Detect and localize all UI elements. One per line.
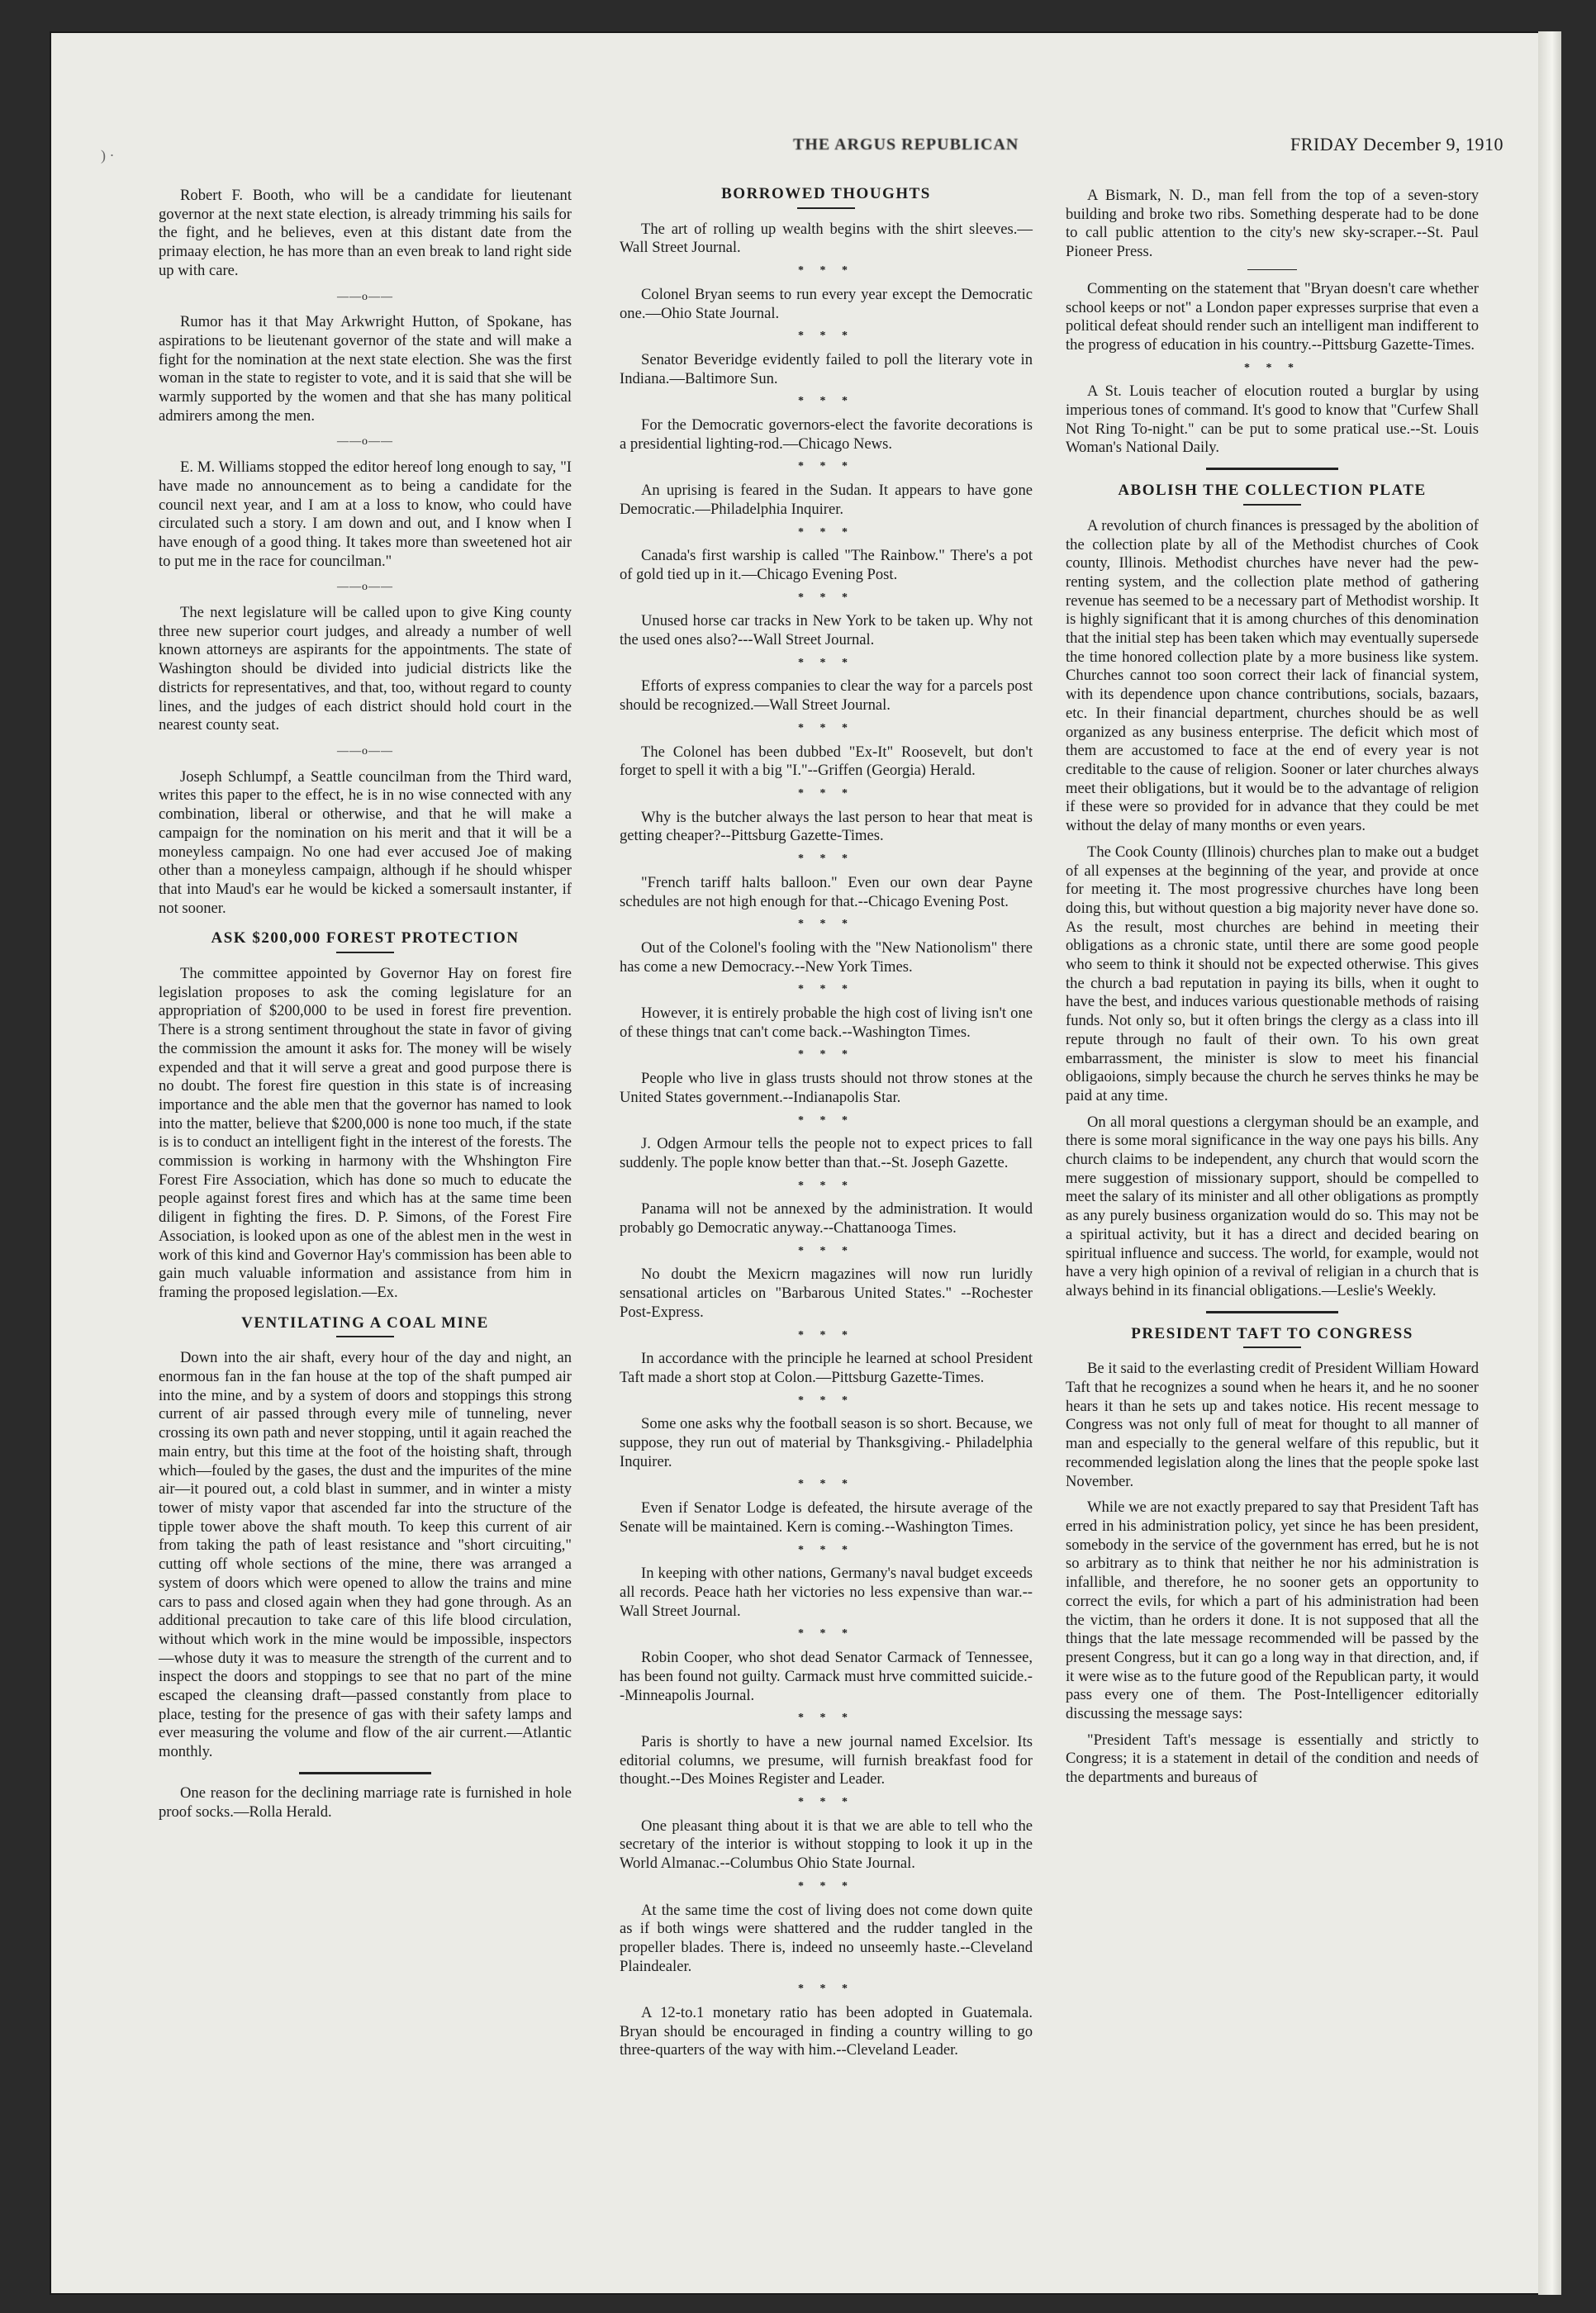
- borrowed-thought-item: Paris is shortly to have a new journal named Excelsior. Its editorial columns, we presume, will furnish breakfast food for thought.--Des Moines Register and Leader.: [620, 1732, 1033, 1788]
- separator: ——o——: [337, 435, 393, 449]
- borrowed-thought-item: Panama will not be annexed by the administration. It would probably go Democratic anyway.--Chattanooga Times.: [620, 1200, 1033, 1237]
- separator: ——o——: [337, 290, 393, 303]
- article-taft-1: Be it said to the everlasting credit of President William Howard Taft that he recognizes a sound when he hears it, and he no sooner hears it than he sets up and takes notice. His recent message to Congress was not only full of meat for thought to all manner of man and especially to the general welfare of this republic, but it recommended legislation along the lines that the people spoke last November.: [1066, 1360, 1479, 1490]
- borrowed-thought-item: People who live in glass trusts should not throw stones at the United States government.--Indianapolis Star.: [620, 1070, 1033, 1106]
- article-bryan-school: Commenting on the statement that "Bryan doesn't care whether school keeps or not" a London paper expresses surprise that even a political defeat should render such an intelligent man indifferent to the progress of education in his country.--Pittsburg Gazette-Times.: [1066, 279, 1479, 354]
- borrowed-thought-item: Colonel Bryan seems to run every year except the Democratic one.—Ohio State Journal.: [620, 285, 1033, 322]
- stars-separator: * * *: [798, 1543, 854, 1556]
- stars-separator: * * *: [798, 721, 854, 734]
- masthead: [0, 97, 1596, 164]
- stars-separator: * * *: [1244, 361, 1300, 374]
- stars-separator: * * *: [798, 1879, 854, 1893]
- article-legislature: The next legislature will be called upon to give King county three new superior court judges, and already a number of well known attorneys are aspirants for the appointments. The state of Washington should be divided into judicial districts like the districts for representatives, and that, too, without regard to county lines, and the judges of each district should hold court in the nearest county seat.: [159, 604, 572, 734]
- borrowed-thought-item: "French tariff halts balloon." Even our own dear Payne schedules are not high enough for that.--Chicago Evening Post.: [620, 873, 1033, 910]
- margin-mark: ) ·: [101, 147, 115, 164]
- section-rule: [1206, 1311, 1338, 1313]
- column-2: [620, 187, 1033, 2068]
- stars-separator: * * *: [798, 591, 854, 604]
- borrowed-thought-item: Why is the butcher always the last person to hear that meat is getting cheaper?--Pittsburg Gazette-Times.: [620, 808, 1033, 845]
- stars-separator: * * *: [798, 1114, 854, 1127]
- borrowed-thought-item: Senator Beveridge evidently failed to poll the literary vote in Indiana.—Baltimore Sun.: [620, 350, 1033, 387]
- section-rule: [1206, 468, 1338, 470]
- borrowed-thought-item: The art of rolling up wealth begins with the shirt sleeves.—Wall Street Journal.: [620, 220, 1033, 257]
- borrowed-thought-item: Some one asks why the football season is so short. Because, we suppose, they run out of material by Thanksgiving.- Philadelphia Inquirer.: [620, 1415, 1033, 1470]
- borrowed-thought-item: For the Democratic governors-elect the favorite decorations is a presidential lighting-rod.—Chicago News.: [620, 416, 1033, 453]
- article-hutton: Rumor has it that May Arkwright Hutton, of Spokane, has aspirations to be lieutenant governor of the state and will make a fight for the nomination at the next state election. She was the first woman in the state to register to vote, and it is said that she will be warmly supported by the women and that she has many political admirers among the men.: [159, 313, 572, 425]
- stars-separator: * * *: [798, 1712, 854, 1725]
- article-collection-plate-2: The Cook County (Illinois) churches plan to make out a budget of all expenses at the beginning of the year, and provide at once for meeting it. The most progressive churches have long been doing this, but without question a big majority never have done so. As the result, most churches are behind in meeting their obligations as a chronic state, until there are some good people who seem to think it should not be expected otherwise. This gives the church a bad reputation in paying its bills, when it ought to have the best, and induces various questionable methods of raising funds. Not only so, but it often brings the clergy as a class into ill repute through no fault of their own. To his own great embarrassment, the minister is slow to meet his financial obligaoions, simply because the church he serves thinks he may be paid at any time.: [1066, 843, 1479, 1104]
- borrowed-thought-item: Out of the Colonel's fooling with the "New Nationolism" there has come a new Democracy.--New York Times.: [620, 938, 1033, 976]
- headline-borrowed-thoughts: BORROWED THOUGHTS: [721, 185, 931, 202]
- borrowed-thought-item: Unused horse car tracks in New York to be taken up. Why not the used ones also?---Wall Street Journal.: [620, 612, 1033, 649]
- headline-rule: [797, 207, 855, 209]
- headline-collection-plate: ABOLISH THE COLLECTION PLATE: [1118, 482, 1427, 500]
- article-booth: Robert F. Booth, who will be a candidate for lieutenant governor at the next state election, is already trimming his sails for the fight, and he believes, even at this distant date from the primaay election, he has more than an even break to land right side up with care.: [159, 187, 572, 279]
- stars-separator: * * *: [798, 1627, 854, 1641]
- article-collection-plate-3: On all moral questions a clergyman should be an example, and there is some moral significance in the way one pays his bills. Any church claims to be independent, any church that would scorn the mere suggestion of missionary support, should be compelled to meet the salary of its minister and all other obligations as promptly as any purely business organization would do so. This may not be a spiritual activity, but it has a direct and decided bearing on spiritual influence and success. The world, for example, would not have a very high opinion of a revival of religian in a church that is always behind in its financial obligations.—Leslie's Weekly.: [1066, 1113, 1479, 1299]
- headline-rule: [336, 952, 394, 953]
- borrowed-thought-item: Efforts of express companies to clear the way for a parcels post should be recognized.—Wall Street Journal.: [620, 677, 1033, 715]
- borrowed-thought-item: Even if Senator Lodge is defeated, the hirsute average of the Senate will be maintained. Kern is coming.--Washington Times.: [620, 1499, 1033, 1536]
- headline-rule: [1243, 504, 1301, 506]
- stars-separator: * * *: [798, 1328, 854, 1342]
- stars-separator: * * *: [798, 264, 854, 278]
- headline-forest: ASK $200,000 FOREST PROTECTION: [211, 929, 520, 948]
- stars-separator: * * *: [798, 1796, 854, 1809]
- stars-separator: * * *: [798, 1983, 854, 1996]
- stars-separator: * * *: [798, 1394, 854, 1407]
- page-edge: [1538, 31, 1561, 2295]
- section-rule: [299, 1772, 431, 1774]
- borrowed-thought-item: However, it is entirely probable the high cost of living isn't one of these things tnat can't come back.--Washington Times.: [620, 1005, 1033, 1041]
- article-taft-2: While we are not exactly prepared to say that President Taft has erred in his administration policy, yet since he has been president, somebody in the service of the government has erred, but he is not so arbitrary as to think that neither he nor his administration is infallible, and therefore, he no sooner gets an opportunity to correct the evils, for which a part of his administration had been the victim, than he orders it done. It is not supposed that all the things that the late message recommended will be passed by the present Congress, but it can go a long way in that direction, and, if it were wise as to the future good of the Republican party, it would pass every one of them. The Post-Intelligencer editorially discussing the message says:: [1066, 1498, 1479, 1723]
- borrowed-thought-item: J. Odgen Armour tells the people not to expect prices to fall suddenly. The pople know better than that.--St. Joseph Gazette.: [620, 1135, 1033, 1171]
- separator: ——o——: [337, 744, 393, 758]
- borrowed-thought-item: At the same time the cost of living does not come down quite as if both wings were shattered and the rudder tangled in the propeller blades. There is, indeed no unseemly haste.--Cleveland Plaindealer.: [620, 1901, 1033, 1975]
- article-collection-plate-1: A revolution of church finances is pressaged by the abolition of the collection plate by all of the Methodist churches of Cook county, Illinois. Methodist churches have never had the pew-renting system, and the collection plate method of gathering revenue has seemed to be a necessary part of Methodist worship. It is highly significant that it is among churches of this denomination that the initial step has been taken which may eventually supersede the time honored collection plate by a more business like system. Churches cannot too soon correct their lack of financial system, with its dependence upon chance contributions, socials, bazaars, etc. In their financial department, churches should be as well organized as any business enterprise. The deficit which most of them are accustomed to face at the end of every year is not creditable to the cause of religion. Sooner or later churches always meet their obligations, but it would be to the advantage of religion if these were so provided for in advance that they could be met without the delay of many months or even years.: [1066, 516, 1479, 835]
- headline-rule: [1243, 1346, 1301, 1348]
- article-forest: The committee appointed by Governor Hay on forest fire legislation proposes to ask the coming legislature for an appropriation of $200,000 to be used in forest fire prevention. There is a strong sentiment throughout the state in favor of giving the commission the amount it asks for. The money will be wisely expended and that it will serve a great and good purpose there is no doubt. The forest fire question in this state is of increasing importance and the able men that the governor has named to look into the matter, believe that $200,000 is none too much, if the state is is to conduct an intelligent fight in the interest of the forests. The commission is working in harmony with the Whshington Fire Forest Fire Association, which has done so much to educate the people against forest fires and which has at the same time been diligent in fighting the fires. D. P. Simons, of the Forest Fire Association, is looked upon as one of the ablest men in the west in work of this kind and Governor Hay's commission has been able to gain much valuable information and assistance from him in framing the proposed legislation.—Ex.: [159, 965, 572, 1301]
- article-taft-3: "President Taft's message is essentially and strictly to Congress; it is a statement in detail of the condition and needs of the departments and bureaus of: [1066, 1731, 1479, 1787]
- headline-rule: [336, 1336, 394, 1337]
- stars-separator: * * *: [798, 330, 854, 343]
- stars-separator: * * *: [798, 460, 854, 473]
- stars-separator: * * *: [798, 918, 854, 931]
- borrowed-thought-item: In keeping with other nations, Germany's naval budget exceeds all records. Peace hath her victories no less expensive than war.--Wall Street Journal.: [620, 1565, 1033, 1620]
- article-schlumpf: Joseph Schlumpf, a Seattle councilman from the Third ward, writes this paper to the effect, he is in no wise connected with any combination, liberal or otherwise, and that he will make a campaign for the nomination on his merit and that it will be a moneyless campaign. No one had ever accused Joe of making other than a moneyless campaign, although if he should whisper that into Maud's ear he would be kicked a somersault instanter, if not sooner.: [159, 767, 572, 917]
- borrowed-thought-item: One pleasant thing about it is that we are able to tell who the secretary of the interior is without stopping to look it up in the World Almanac.--Columbus Ohio State Journal.: [620, 1817, 1033, 1873]
- stars-separator: * * *: [798, 983, 854, 996]
- stars-separator: * * *: [798, 395, 854, 408]
- stars-separator: * * *: [798, 656, 854, 669]
- borrowed-thought-item: Canada's first warship is called "The Rainbow." There's a pot of gold tied up in it.—Chicago Evening Post.: [620, 547, 1033, 583]
- borrowed-thoughts-list: [620, 221, 1033, 2060]
- dateline: FRIDAY December 9, 1910: [1290, 134, 1503, 154]
- headline-coal-mine: VENTILATING A COAL MINE: [241, 1313, 489, 1332]
- stars-separator: * * *: [798, 1244, 854, 1257]
- borrowed-thought-item: An uprising is feared in the Sudan. It appears to have gone Democratic.—Philadelphia Inquirer.: [620, 482, 1033, 518]
- stars-separator: * * *: [798, 1048, 854, 1062]
- borrowed-thought-item: A 12-to.1 monetary ratio has been adopted in Guatemala. Bryan should be encouraged in finding a country willing to go three-quarters of the way with him.--Cleveland Leader.: [620, 2004, 1033, 2059]
- article-williams: E. M. Williams stopped the editor hereof long enough to say, "I have made no announcement as to being a candidate for the council next year, and I am at a loss to know, who could have circulated such a story. I am down and out, and I know when I have enough of a good thing. It takes more than sweetened hot air to put me in the race for councilman.": [159, 458, 572, 570]
- article-bismark: A Bismark, N. D., man fell from the top of a seven-story building and broke two ribs. Something desperate had to be done to call public attention to the city's new sky-scraper.--St. Paul Pioneer Press.: [1066, 187, 1479, 261]
- separator: [1247, 269, 1297, 270]
- headline-taft: PRESIDENT TAFT TO CONGRESS: [1131, 1324, 1413, 1342]
- article-marriage: One reason for the declining marriage rate is furnished in hole proof socks.—Rolla Herald.: [159, 1783, 572, 1821]
- article-coal-mine: Down into the air shaft, every hour of the day and night, an enormous fan in the fan house at the top of the shaft pumped air into the mine, and by a system of doors and stoppings this strong current of air passed through every mile of tunneling, never crossing its own path and never stopping, until it again reached the main entry, but this time at the foot of the hoisting shaft, through which—fouled by the gases, the dust and the impurites of the mine air—it poured out, a cold blast in summer, and in winter a misty tower of misty vapor that ascended far into the structure of the tipple tower above the shaft mouth. To keep this current of air from taking the path of least resistance and "short circuiting," cutting off whole sections of the mine, there was arranged a system of doors which were opened to allow the trains and mine cars to pass and closed again when they had gone through. As an additional precaution to take care of this life blood circulation, without which work in the mine would be impossible, inspectors —whose duty it was to measure the strength of the current and to inspect the doors and stoppings to see that no part of the mine escaped the cleansing draft—passed constantly from place to place, testing for the presence of gas with their safety lamps and ever measuring the volume and flow of the air current.—Atlantic monthly.: [159, 1349, 572, 1761]
- borrowed-thought-item: Robin Cooper, who shot dead Senator Carmack of Tennessee, has been found not guilty. Carmack must hrve committed suicide.--Minneapolis Journal.: [620, 1649, 1033, 1704]
- borrowed-thought-item: In accordance with the principle he learned at school President Taft made a short stop at Colon.—Pittsburg Gazette-Times.: [620, 1350, 1033, 1386]
- paper-name: THE ARGUS REPUBLICAN: [793, 135, 1019, 154]
- stars-separator: * * *: [798, 525, 854, 539]
- borrowed-thought-item: The Colonel has been dubbed "Ex-It" Roosevelt, but don't forget to spell it with a big "I."--Griffen (Georgia) Herald.: [620, 743, 1033, 780]
- article-st-louis: A St. Louis teacher of elocution routed a burglar by using imperious tones of command. It's good to know that "Curfew Shall Not Ring To-night." can be put to some pratical use.--St. Louis Woman's National Daily.: [1066, 382, 1479, 457]
- column-1: [159, 187, 572, 1829]
- column-3: [1066, 187, 1479, 1795]
- stars-separator: * * *: [798, 853, 854, 866]
- borrowed-thought-item: No doubt the Mexicrn magazines will now run luridly sensational articles on "Barbarous United States." --Rochester Post-Express.: [620, 1266, 1033, 1321]
- stars-separator: * * *: [798, 786, 854, 800]
- stars-separator: * * *: [798, 1478, 854, 1491]
- stars-separator: * * *: [798, 1179, 854, 1192]
- separator: ——o——: [337, 581, 393, 594]
